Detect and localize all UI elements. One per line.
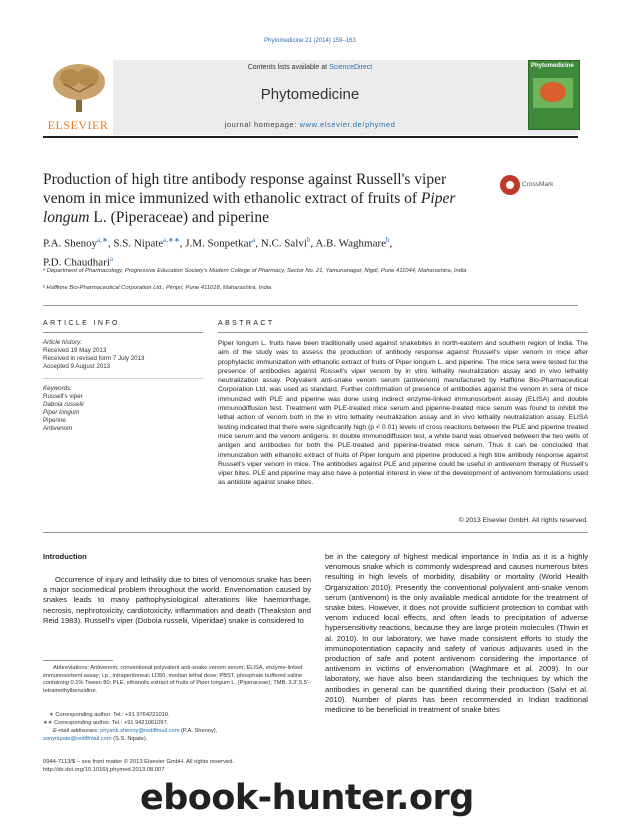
author-affil-marker[interactable]: b — [306, 236, 311, 244]
email-owner: (S.S. Nipate). — [111, 735, 148, 742]
article-title — [43, 170, 483, 227]
author-affil-marker[interactable]: a,∗ — [97, 236, 108, 244]
intro-left-column: Occurrence of injury and lethality due to bites of venomous snake has been a major sociomedical problem throughout the world. Envenomation caused by snakes leads to many pathophysiological alterations like haemorrhage, necrosis, nephrotoxicity, cardiotoxicity, inflammation and death (Theakston and Reid 1983). Russell's viper (Doboia russelii, Viperidae) snake is considered to — [43, 575, 311, 625]
cover-title: Phytomedicine — [531, 63, 574, 69]
author-name: A.B. Waghmare — [315, 237, 387, 250]
homepage-prefix: journal homepage: — [224, 120, 300, 129]
author-affil-marker[interactable]: b — [386, 236, 390, 244]
contents-prefix: Contents lists available at — [247, 64, 330, 71]
keywords-rule — [43, 378, 203, 379]
abstract-heading: ABSTRACT — [218, 320, 275, 327]
watermark-banner: ebook-hunter.org — [140, 778, 474, 818]
issn-line: 0944-7113/$ – see front matter © 2013 Elsevier GmbH. All rights reserved. — [43, 759, 235, 765]
intro-right-column: be in the category of highest medical importance in India as it is a highly venomous snake which is commonly widespread and causes numerous bites resulting in high levels of morbidity, disability or mortality (World Health Organization 2010). Presently the conventional polyvalent anti-snake venom serum (antivenom) is the only available medical antidote for the treatment of snake bites. However, it does not provide sufficient protection to combat with venom induced local effects, and often leads to precipitation of adverse hypersensitivity reactions, because they are large protein molecules (Thwin et al. 2010). In our laboratory, we have made consistent efforts to study the immunopotentiation capacity and safety of various adjuvants used in the production of safe and potent antivenom considering the importance of antivenom in victims of envenomation (Waghmare et al. 2009). In our laboratory, we have also been standardizing the techniques by which the antibodies in general can be quantified during their production (Salvi et al. 2010). Number of plants has been recommended in Indian traditional medicine to be beneficial in treatment of snake bites — [325, 552, 588, 715]
footnote-rule — [43, 660, 113, 661]
corresponding-author-1: ∗ Corresponding author. Tel.: +91 9764221010. — [49, 712, 170, 718]
history-label: Article history: — [43, 339, 82, 346]
email-addresses — [43, 728, 313, 743]
abstract-copyright: © 2013 Elsevier GmbH. All rights reserved. — [458, 517, 588, 524]
title-part-1: Production of high titre antibody response against Russell's viper venom in mice immunized with ethanolic extract of fruits of — [43, 171, 447, 207]
abstract-text: Piper longum L. fruits have been traditionally used against snakebites in north-eastern and southern region of India. The aim of the study was to assess the production of antibody response against Russell's viper venom in mice after prophylactic immunization with ethanolic extract of fruits of Piper longum L. and piperine. The mice sera were tested for the presence of antibodies against Russell's viper venom by in vitro lethality neutralization assay and in vivo lethality neutralization assay. Polyvalent anti-snake venom serum (antivenom) manufactured by Haffkine Bio-Pharmaceutical Corporation Ltd. was used as standard. Further confirmation of presence of antibodies against the venom in sera of mice immunized with PLE and piperine was done using indirect enzyme-linked immunosorbent assay (ELISA) and double immunodiffusion test. Treatment with PLE-treated mice serum and piperine-treated mice serum was found to inhibit the lethal action of venom both in the in vitro lethality neutralization assay and in vivo lethality neutralization assay. ELISA testing indicated that there were significantly high (p < 0.01) levels of cross reactions between the PLE and piperine treated mice serum and the venom antigens. In double immunodiffusion test, a white band was observed between the two wells of antigen and antibodies for both the PLE-treated and piperine-treated mice serum. Thus it can be concluded that immunization with ethanolic extract of fruits of Piper longum and piperine produced a high titre antibody response against Russell's viper venom in mice. The antibodies against PLE and piperine could be useful in antivenom therapy of Russell's viper bites. PLE and piperine may also have a potential interest in view of the development of antivenom formulations used as antidote against snake bites. — [218, 340, 588, 487]
abbreviations-footnote: Abbreviations: Antivenom, conventional polyvalent anti-snake venom serum; ELISA, enzyme-linked immunosorbent assay; i.p., intraperitoneal; LD50, median lethal dose; PBST, phosphate buffered saline containing 0.1% Tween 80; PLE, ethanolic extract of fruits of Piper longum L. (Piperaceae); TMB, 3,3',5,5'-tetramethylbenzidine. — [43, 665, 310, 694]
elsevier-wordmark: ELSEVIER — [47, 118, 109, 132]
abstract-rule — [218, 332, 588, 333]
author-affil-marker[interactable]: a — [252, 236, 256, 244]
cover-image-detail — [540, 82, 566, 102]
doi-link[interactable]: http://dx.doi.org/10.1016/j.phymed.2013.08.007 — [43, 767, 165, 773]
keyword: Antivenom — [43, 425, 73, 432]
email-owner: (P.A. Shenoy), — [179, 728, 218, 734]
title-species: Piper longum — [43, 190, 456, 226]
keyword: Daboia russelii — [43, 401, 84, 408]
contents-available — [120, 64, 500, 71]
article-info-heading: ARTICLE INFO — [43, 320, 120, 327]
author-name: J.M. Sonpetkar — [185, 237, 253, 250]
journal-name: Phytomedicine — [260, 86, 360, 103]
keywords-label: Keywords: — [43, 385, 72, 392]
author-affil-marker[interactable]: a — [109, 254, 114, 263]
keyword: Piperine — [43, 417, 66, 424]
author-name: S.S. Nipate — [113, 237, 164, 250]
affiliation-rule — [43, 305, 578, 306]
abstract-bottom-rule — [43, 532, 588, 533]
homepage-link[interactable]: www.elsevier.de/phymed — [299, 120, 396, 129]
history-accepted: Accepted 9 August 2013 — [43, 363, 111, 370]
elsevier-tree-icon — [50, 62, 108, 114]
email-link[interactable]: priyank.shenoy@rediffmail.com — [100, 728, 180, 734]
crossmark-icon-center — [506, 181, 514, 189]
crossmark-label[interactable]: CrossMark — [522, 181, 554, 188]
affiliation-a: ᵃ Department of Pharmacology, Progressive Education Society's Modern College of Pharmacy, Sector No. 21, Yamunanagar, Nigdi, Pune 411044, Maharashtra, India — [43, 268, 467, 274]
keyword: Piper longum — [43, 409, 80, 416]
author-list: P.A. Shenoy$^{a,∗}$, S.S. Nipate$^{a,∗∗}$, J.M. Sonpetkar$^a$, N.C. Salvi$^b$, A.B. Waghmare$^b$, P.D. Chaudhari$^a$ — [43, 236, 393, 269]
introduction-heading: Introduction — [43, 552, 87, 561]
corresponding-author-2: ∗∗ Corresponding author. Tel.: +91 9421061097. — [43, 720, 169, 726]
history-received: Received 19 May 2013 — [43, 347, 107, 354]
keyword: Russell's viper — [43, 393, 83, 400]
author-name: P.D. Chaudhari — [43, 256, 110, 269]
email-label: E-mail addresses: — [53, 728, 101, 734]
article-info-rule — [43, 332, 203, 333]
email-link[interactable]: sonynipate@rediffmail.com — [43, 735, 112, 742]
journal-homepage — [120, 120, 500, 129]
author-name: P.A. Shenoy — [43, 237, 98, 250]
history-revised: Received in revised form 7 July 2013 — [43, 355, 145, 362]
header-rule — [43, 136, 578, 138]
author-name: N.C. Salvi — [260, 237, 307, 250]
author-affil-marker[interactable]: a,∗∗ — [163, 236, 180, 244]
sciencedirect-link[interactable]: ScienceDirect — [329, 64, 373, 71]
title-part-2: L. (Piperaceae) and piperine — [89, 209, 269, 226]
affiliation-b: ᵇ Haffkine Bio-Pharmaceutical Corporation Ltd., Pimpri, Pune 411018, Maharashtra, India — [43, 285, 272, 291]
journal-citation[interactable]: Phytomedicine 21 (2014) 159–163 — [264, 38, 356, 44]
